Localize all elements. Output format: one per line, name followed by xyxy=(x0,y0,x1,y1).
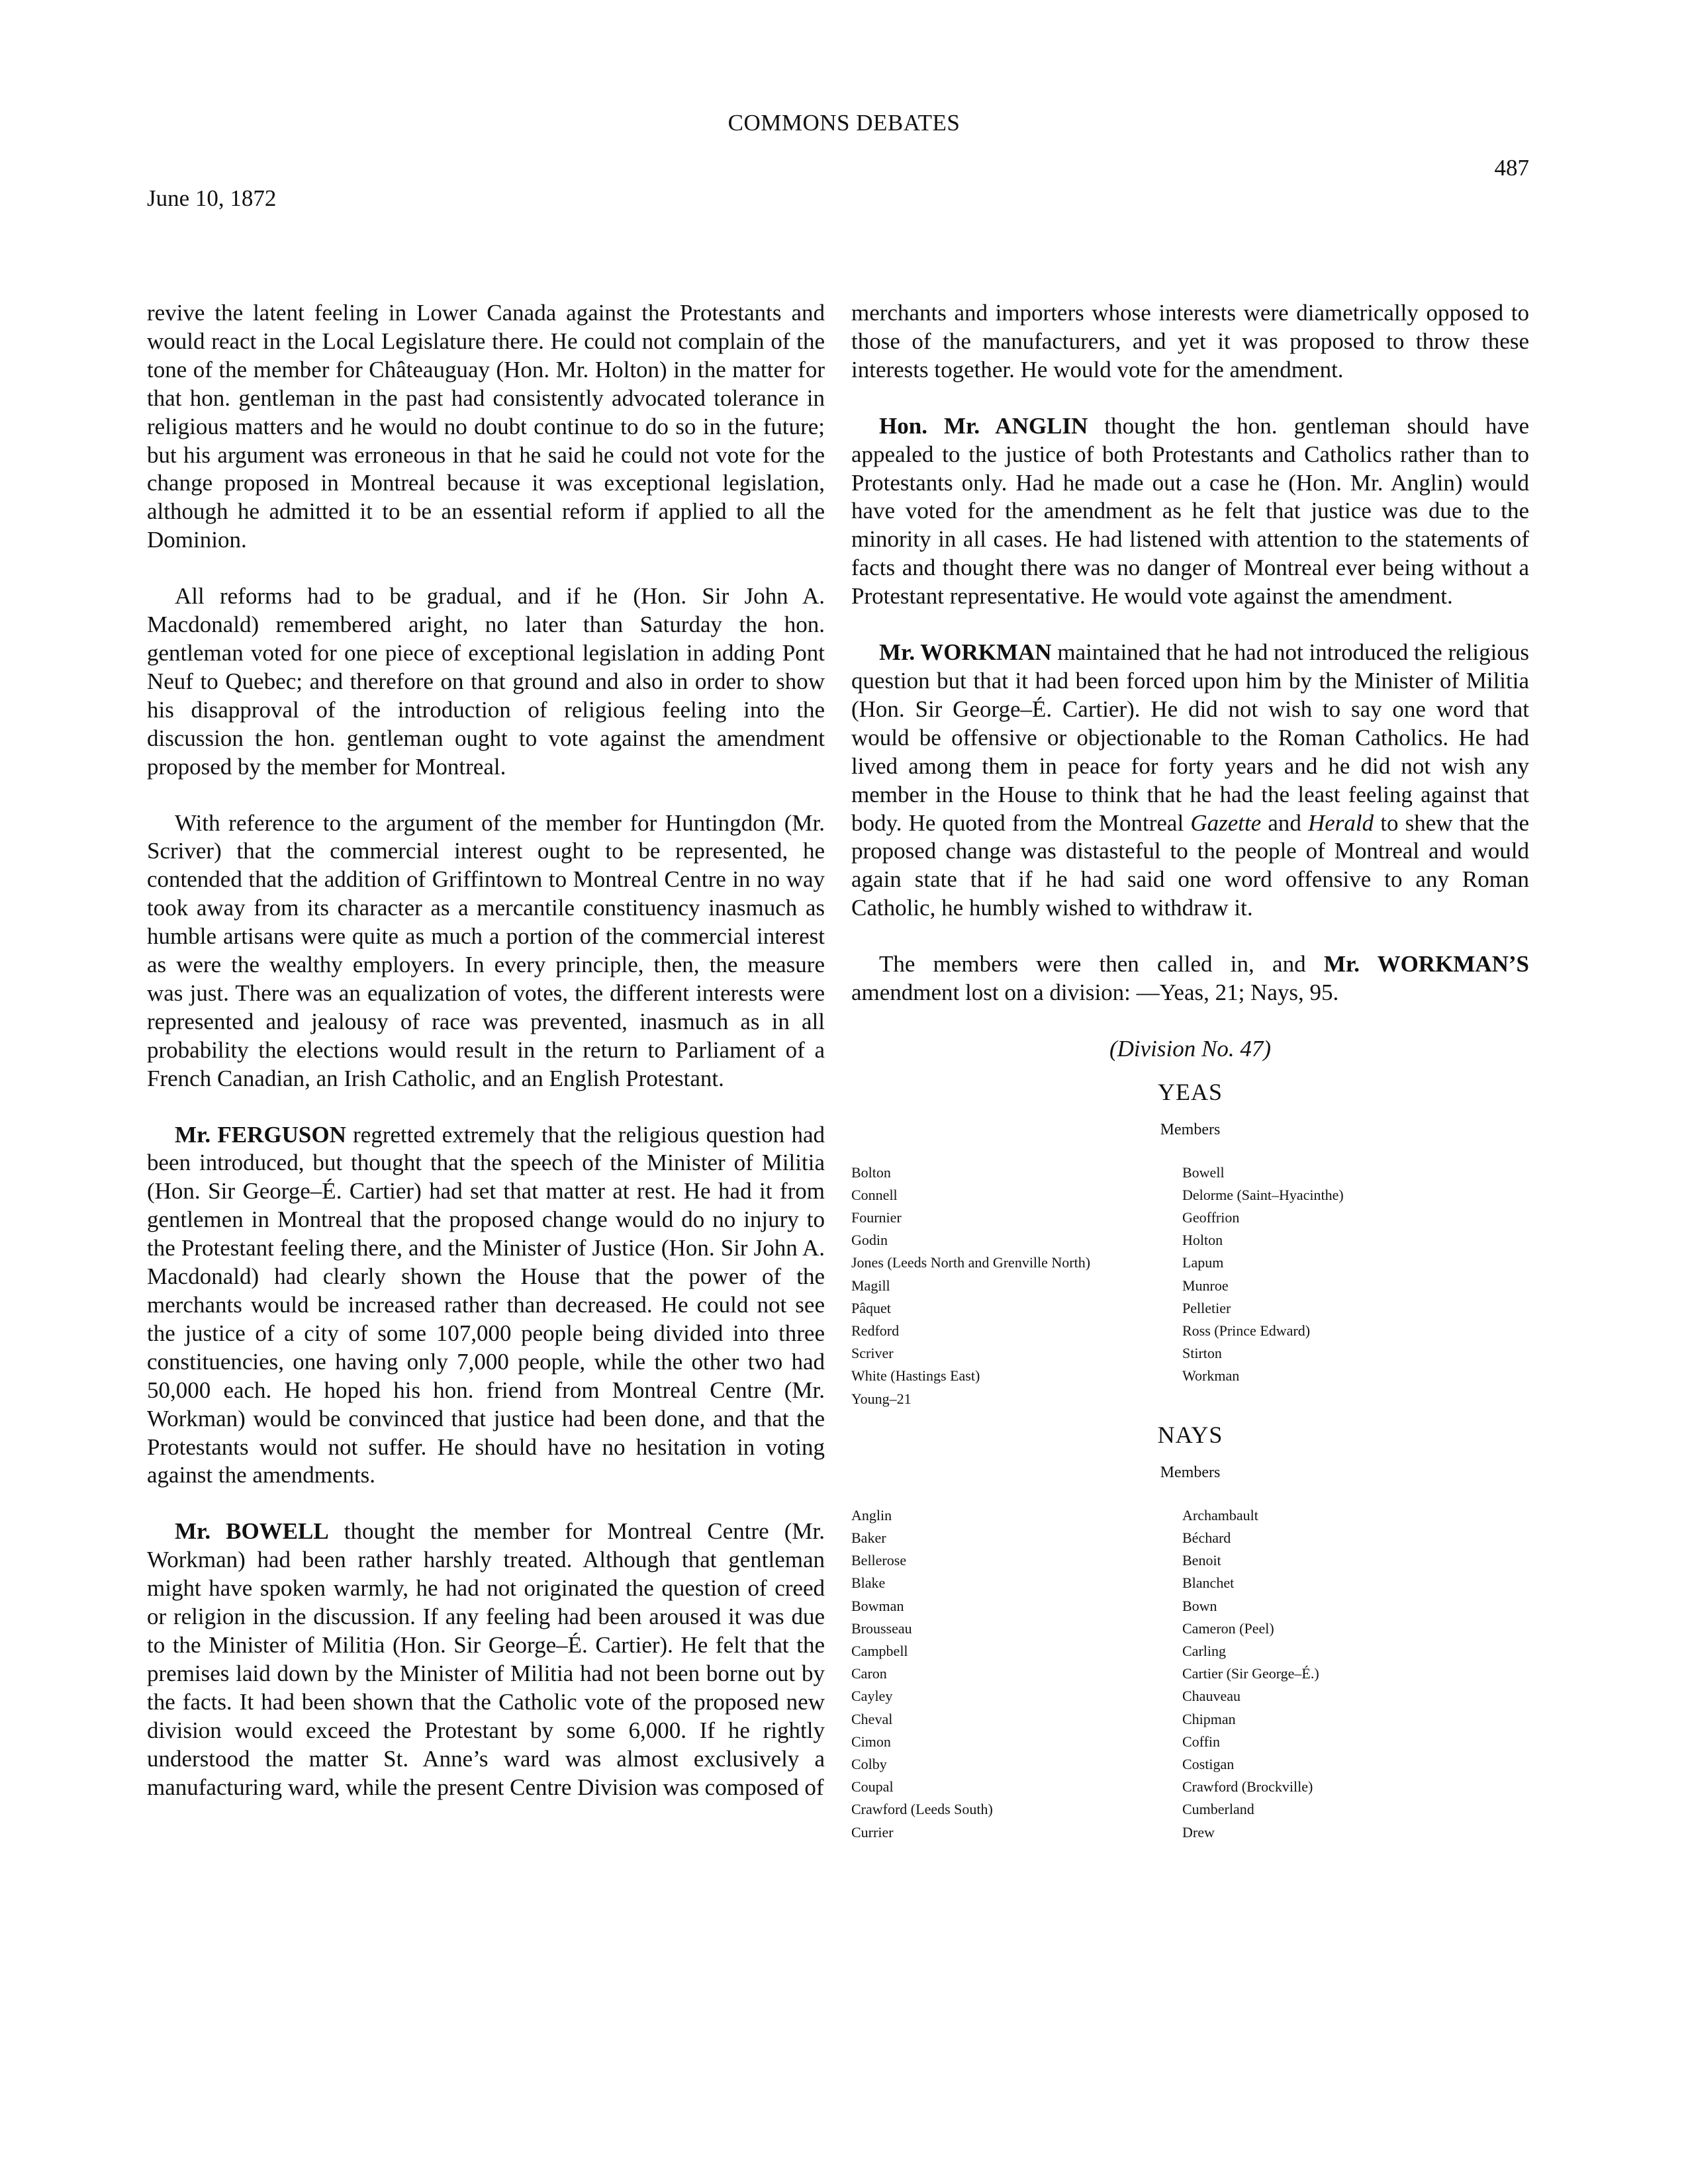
member-name: Cameron (Peel) xyxy=(1182,1619,1274,1637)
paragraph: merchants and importers whose interests were diametrically opposed to those of the manufacturers, and yet it was proposed to throw these interests together. He would vote for the amendment. xyxy=(851,300,1529,383)
nays-subheading: Members xyxy=(1160,1463,1221,1481)
member-name: Crawford (Brockville) xyxy=(1182,1778,1313,1796)
member-name: Ross (Prince Edward) xyxy=(1182,1322,1311,1340)
member-name: Workman xyxy=(1182,1367,1240,1385)
member-name: Cimon xyxy=(851,1733,891,1750)
speech-text: maintained that he had not introduced the religious question but that it had been forced upon him by the Minister of Militia (Hon. Sir George–É. Cartier). He did not wish to say one word that would be offensive or objectionable to the Roman Catholics. He had lived among them in peace for forty years and he did not wish any member in the House to think that he had the least feeling against that body. He quoted from the Montreal xyxy=(851,639,1529,836)
paragraph: All reforms had to be gradual, and if he (Hon. Sir John A. Macdonald) remembered aright, no later than Saturday the hon. gentleman voted for one piece of exceptional legislation in adding Pont Neuf to Quebec; and therefore on that ground and also in order to show his disapproval of the introduction of religious feeling into the discussion the hon. gentleman ought to vote against the amendment proposed by the member for Montreal. xyxy=(147,583,825,780)
paragraph: revive the latent feeling in Lower Canada against the Protestants and would react in the Local Legislature there. He could not complain of the tone of the member for Châteauguay (Hon. Mr. Holton) in the matter for that hon. gentleman in the past had consistently advocated tolerance in religious matters and he would no doubt continue to do so in the future; but his argument was erroneous in that he said he could not vote for the change proposed in Montreal because it was exceptional legislation, although he admitted it to be an essential reform if applied to all the Dominion. xyxy=(147,300,825,553)
member-name: Delorme (Saint–Hyacinthe) xyxy=(1182,1186,1344,1203)
running-header: COMMONS DEBATES xyxy=(727,110,961,136)
yeas-heading: YEAS xyxy=(1157,1078,1223,1105)
speaker-name: Mr. FERGUSON xyxy=(175,1121,346,1148)
newspaper-title: Herald xyxy=(1308,809,1374,836)
member-name: White (Hastings East) xyxy=(851,1367,980,1385)
speaker-name: Hon. Mr. ANGLIN xyxy=(879,412,1088,439)
member-name: Carling xyxy=(1182,1642,1226,1659)
member-name: Benoit xyxy=(1182,1552,1221,1569)
division-result xyxy=(851,950,1529,1007)
member-name: Caron xyxy=(851,1665,887,1682)
member-name: Lapum xyxy=(1182,1254,1224,1271)
nays-heading: NAYS xyxy=(1157,1421,1223,1448)
member-name: Cartier (Sir George–É.) xyxy=(1182,1665,1319,1682)
member-name: Bowman xyxy=(851,1597,904,1614)
right-column xyxy=(851,299,1529,1854)
member-name: Scriver xyxy=(851,1345,894,1362)
speech-anglin xyxy=(851,412,1529,611)
member-name: Bowell xyxy=(1182,1163,1225,1181)
member-name: Cayley xyxy=(851,1688,893,1705)
member-name: Young–21 xyxy=(851,1390,912,1407)
yeas-list xyxy=(851,1161,1529,1410)
member-name: Coffin xyxy=(1182,1733,1221,1750)
member-name: Blanchet xyxy=(1182,1574,1235,1592)
member-name: Cheval xyxy=(851,1710,893,1727)
member-name: Campbell xyxy=(851,1642,908,1659)
member-name: Godin xyxy=(851,1232,888,1249)
member-name: Bown xyxy=(1182,1597,1217,1614)
speaker-name: Mr. WORKMAN xyxy=(879,639,1052,666)
member-name: Pelletier xyxy=(1182,1299,1231,1316)
speech-text: thought the hon. gentleman should have appealed to the justice of both Protestants and Catholics rather than to Protestants only. Had he made out a case he (Hon. Mr. Anglin) would have voted for the amendment as he felt that justice was due to the minority in all cases. He had listened with attention to the statements of facts and thought there was no danger of Montreal ever being without a Protestant representative. He would vote against the amendment. xyxy=(851,412,1529,610)
speech-text: to shew that the proposed change was distasteful to the people of Montreal and would again state that if he had said one word offensive to any Roman Catholic, he humbly wished to withdraw it. xyxy=(851,809,1529,921)
speech-text: regretted extremely that the religious question had been introduced, but thought that the speech of the Minister of Militia (Hon. Sir George–É. Cartier) had set that matter at rest. He had it from gentlemen in Montreal that the proposed change would do no injury to the Protestant feeling there, and the Minister of Justice (Hon. Sir John A. Macdonald) had clearly shown the House that the power of the merchants would be increased rather than decreased. He could not see the justice of a city of some 107,000 people being divided into three constituencies, one having only 7,000 people, while the other two had 50,000 each. He hoped his hon. friend from Montreal Centre (Mr. Workman) would be convinced that justice had been done, and that the Protestants would not suffer. He should have no hesitation in voting against the amendments. xyxy=(147,1121,825,1488)
division-title: (Division No. 47) xyxy=(1109,1035,1271,1062)
speech-ferguson xyxy=(147,1121,825,1490)
speaker-name: Mr. WORKMAN’S xyxy=(1323,951,1530,978)
member-name: Brousseau xyxy=(851,1619,912,1637)
member-name: Baker xyxy=(851,1529,886,1546)
result-text: amendment lost on a division: —Yeas, 21; Nays, 95. xyxy=(851,979,1339,1006)
member-name: Coupal xyxy=(851,1778,894,1796)
member-name: Chauveau xyxy=(1182,1688,1241,1705)
member-name: Stirton xyxy=(1182,1345,1222,1362)
member-name: Fournier xyxy=(851,1209,902,1226)
speaker-name: Mr. BOWELL xyxy=(175,1518,329,1545)
member-name: Costigan xyxy=(1182,1755,1235,1772)
member-name: Connell xyxy=(851,1186,898,1203)
speech-text: and xyxy=(1261,809,1308,836)
member-name xyxy=(1182,1388,1504,1410)
member-name: Bolton xyxy=(851,1163,891,1181)
member-name: Pâquet xyxy=(851,1299,891,1316)
member-name: Colby xyxy=(851,1755,887,1772)
left-column xyxy=(147,299,825,1829)
member-name: Crawford (Leeds South) xyxy=(851,1801,993,1818)
member-name: Archambault xyxy=(1182,1506,1258,1524)
result-text: The members were then called in, and xyxy=(879,951,1324,978)
member-name: Jones (Leeds North and Grenville North) xyxy=(851,1254,1091,1271)
member-name: Munroe xyxy=(1182,1277,1229,1294)
member-name: Currier xyxy=(851,1823,894,1841)
member-name: Magill xyxy=(851,1277,890,1294)
nays-list xyxy=(851,1504,1529,1844)
newspaper-title: Gazette xyxy=(1190,809,1262,836)
yeas-subheading: Members xyxy=(1160,1120,1221,1138)
speech-text: thought the member for Montreal Centre (Mr. Workman) had been rather harshly treated. Although that gentleman might have spoken warmly, he had not originated the question of creed or religion in the discussion. If any feeling had been aroused it was due to the Minister of Militia (Hon. Sir George–É. Cartier). He felt that the premises laid down by the Minister of Militia had not been borne out by the facts. It had been shown that the Catholic vote of the proposed new division would exceed the Protestant by some 6,000. If he rightly understood the matter St. Anne’s ward was almost exclusively a manufacturing ward, while the present Centre Division was composed of xyxy=(147,1518,825,1800)
member-name: Béchard xyxy=(1182,1529,1231,1546)
member-name: Bellerose xyxy=(851,1552,907,1569)
member-name: Holton xyxy=(1182,1232,1223,1249)
page-number: 487 xyxy=(1494,155,1529,181)
member-name: Redford xyxy=(851,1322,900,1340)
speech-workman xyxy=(851,639,1529,923)
paragraph: With reference to the argument of the member for Huntingdon (Mr. Scriver) that the commercial interest ought to be represented, he contended that the addition of Griffintown to Montreal Centre in no way took away from its character as a mercantile constituency inasmuch as humble artisans were quite as much a portion of the commercial interest as were the wealthy employers. In every principle, then, the measure was just. There was an equalization of votes, the different interests were represented and jealousy of race was prevented, inasmuch as in all probability the elections would result in the return to Parliament of a French Canadian, an Irish Catholic, and an English Protestant. xyxy=(147,809,825,1091)
member-name: Blake xyxy=(851,1574,886,1592)
page-date: June 10, 1872 xyxy=(147,185,277,211)
member-name: Cumberland xyxy=(1182,1801,1254,1818)
member-name: Chipman xyxy=(1182,1710,1236,1727)
member-name: Geoffrion xyxy=(1182,1209,1240,1226)
member-name: Drew xyxy=(1182,1823,1215,1841)
member-name: Anglin xyxy=(851,1506,892,1524)
speech-bowell xyxy=(147,1518,825,1801)
